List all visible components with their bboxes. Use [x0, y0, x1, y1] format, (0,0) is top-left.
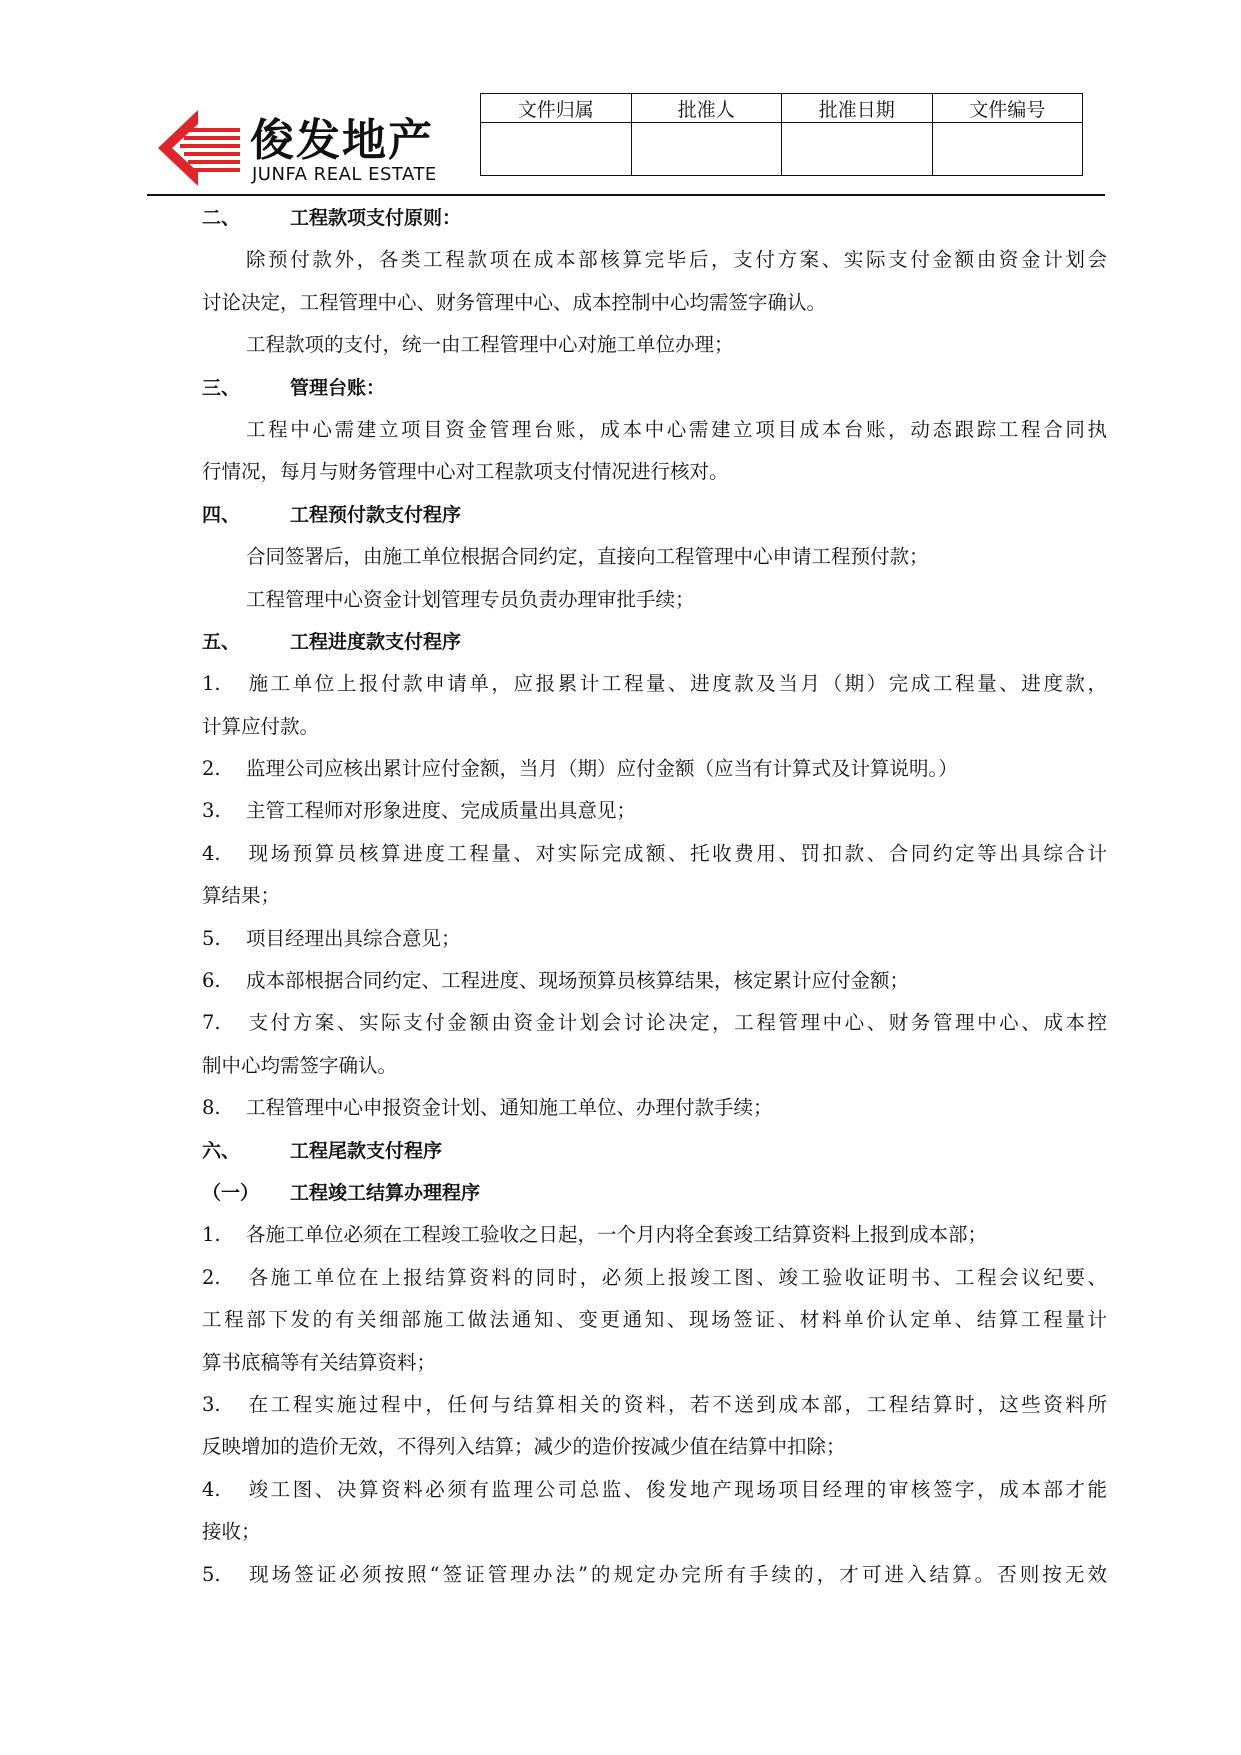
- paragraph-text: 工程部下发的有关细部施工做法通知、变更通知、现场签证、材料单价认定单、结算工程量计: [202, 1308, 1107, 1332]
- paragraph-text: 讨论决定，工程管理中心、财务管理中心、成本控制中心均需签字确认。: [202, 290, 827, 314]
- document-body: [202, 197, 1107, 1596]
- list-item: [202, 790, 1107, 832]
- list-item: [202, 663, 1107, 705]
- paragraph-line: [202, 706, 1107, 748]
- paragraph-line: [202, 875, 1107, 917]
- list-item-number: 2.: [202, 757, 221, 781]
- list-item-text: 工程管理中心申报资金计划、通知施工单位、办理付款手续；: [246, 1096, 773, 1120]
- list-item-number: 7.: [202, 1011, 221, 1035]
- section-title: 管理台账：: [290, 376, 386, 399]
- paragraph-line: [202, 536, 1107, 578]
- list-item-number: 6.: [202, 969, 221, 993]
- paragraph-text: 行情况，每月与财务管理中心对工程款项支付情况进行核对。: [202, 460, 729, 484]
- section-heading: [202, 1130, 1107, 1172]
- paragraph-text: 除预付款外，各类工程款项在成本部核算完毕后，支付方案、实际支付金额由资金计划会: [246, 248, 1107, 272]
- list-item-number: 2.: [202, 1265, 221, 1289]
- logo-emblem-icon: [158, 108, 242, 188]
- logo-english-name: JUNFA REAL ESTATE: [252, 164, 437, 185]
- paragraph-line: [202, 1299, 1107, 1341]
- section-heading: [202, 367, 1107, 409]
- list-item-text: 现场签证必须按照“签证管理办法”的规定办完所有手续的，才可进入结算。否则按无效: [246, 1562, 1107, 1586]
- list-item: [202, 960, 1107, 1002]
- list-item: [202, 833, 1107, 875]
- list-item-text: 项目经理出具综合意见；: [246, 926, 461, 950]
- list-item-number: 1.: [202, 672, 221, 696]
- header-cell-owner: 文件归属: [481, 94, 632, 123]
- value-cell-doc-number: [932, 123, 1083, 176]
- list-item-text: 主管工程师对形象进度、完成质量出具意见；: [246, 799, 637, 823]
- list-item: [202, 1554, 1107, 1596]
- section-heading: [202, 197, 1107, 239]
- paragraph-text: 算结果；: [202, 884, 281, 908]
- paragraph-line: [202, 1426, 1107, 1468]
- paragraph-line: [202, 1342, 1107, 1384]
- list-item-text: 各施工单位在上报结算资料的同时，必须上报竣工图、竣工验收证明书、工程会议纪要、: [246, 1265, 1107, 1289]
- section-title: 工程款项支付原则：: [290, 207, 462, 229]
- paragraph-line: [202, 324, 1107, 366]
- list-item-number: 1.: [202, 1223, 221, 1247]
- paragraph-text: 工程款项的支付，统一由工程管理中心对施工单位办理；: [246, 333, 734, 357]
- paragraph-text: 接收；: [202, 1520, 261, 1544]
- value-cell-approver: [631, 123, 782, 176]
- section-heading: [202, 621, 1107, 663]
- header-cell-approval-date: 批准日期: [782, 94, 933, 123]
- list-item-text: 支付方案、实际支付金额由资金计划会讨论决定，工程管理中心、财务管理中心、成本控: [246, 1011, 1107, 1035]
- section-number: 二、: [202, 207, 241, 229]
- paragraph-line: [202, 1045, 1107, 1087]
- list-item: [202, 1002, 1107, 1044]
- list-item-text: 在工程实施过程中，任何与结算相关的资料，若不送到成本部，工程结算时，这些资料所: [246, 1392, 1107, 1416]
- value-cell-owner: [481, 123, 632, 176]
- list-item-text: 竣工图、决算资料必须有监理公司总监、俊发地产现场项目经理的审核签字，成本部才能: [246, 1477, 1107, 1501]
- section-title: 工程预付款支付程序: [290, 503, 462, 526]
- paragraph-text: 合同签署后，由施工单位根据合同约定，直接向工程管理中心申请工程预付款；: [246, 545, 929, 569]
- paragraph-text: 工程管理中心资金计划管理专员负责办理审批手续；: [246, 587, 695, 611]
- list-item-text: 施工单位上报付款申请单，应报累计工程量、进度款及当月（期）完成工程量、进度款，: [246, 672, 1107, 696]
- section-title: 工程进度款支付程序: [290, 630, 462, 653]
- list-item: [202, 918, 1107, 960]
- list-item: [202, 1087, 1107, 1129]
- section-title: 工程尾款支付程序: [290, 1139, 443, 1162]
- section-number: （一）: [202, 1181, 260, 1204]
- list-item-number: 5.: [202, 1562, 221, 1586]
- value-cell-approval-date: [782, 123, 933, 176]
- logo-chinese-name: 俊发地产: [250, 115, 434, 166]
- list-item-text: 现场预算员核算进度工程量、对实际完成额、托收费用、罚扣款、合同约定等出具综合计: [246, 841, 1107, 865]
- list-item-number: 4.: [202, 1477, 221, 1501]
- list-item-text: 成本部根据合同约定、工程进度、现场预算员核算结果，核定累计应付金额；: [246, 969, 910, 993]
- paragraph-line: [202, 1511, 1107, 1553]
- paragraph-line: [202, 579, 1107, 621]
- section-heading: [202, 1172, 1107, 1214]
- paragraph-text: 算书底稿等有关结算资料；: [202, 1350, 437, 1374]
- paragraph-line: [202, 451, 1107, 493]
- header-divider: [147, 194, 1105, 196]
- paragraph-text: 计算应付款。: [202, 714, 320, 738]
- header-cell-approver: 批准人: [631, 94, 782, 123]
- header-cell-doc-number: 文件编号: [932, 94, 1083, 123]
- paragraph-line: [202, 239, 1107, 281]
- list-item-text: 监理公司应核出累计应付金额，当月（期）应付金额（应当有计算式及计算说明。）: [246, 757, 958, 781]
- list-item: [202, 1384, 1107, 1426]
- paragraph-text: 反映增加的造价无效，不得列入结算；减少的造价按减少值在结算中扣除；: [202, 1435, 846, 1459]
- section-number: 六、: [202, 1139, 241, 1162]
- list-item-number: 8.: [202, 1096, 221, 1120]
- section-number: 四、: [202, 503, 241, 526]
- list-item: [202, 748, 1107, 790]
- list-item-number: 5.: [202, 926, 221, 950]
- list-item-number: 3.: [202, 1392, 221, 1416]
- list-item: [202, 1214, 1107, 1256]
- paragraph-text: 制中心均需签字确认。: [202, 1053, 398, 1077]
- list-item: [202, 1257, 1107, 1299]
- section-number: 三、: [202, 376, 241, 399]
- section-title: 工程竣工结算办理程序: [290, 1181, 481, 1204]
- section-heading: [202, 494, 1107, 536]
- paragraph-line: [202, 409, 1107, 451]
- list-item-number: 3.: [202, 799, 221, 823]
- paragraph-line: [202, 282, 1107, 324]
- document-control-table: [480, 93, 1083, 176]
- list-item-text: 各施工单位必须在工程竣工验收之日起，一个月内将全套竣工结算资料上报到成本部；: [246, 1223, 988, 1247]
- company-logo: [158, 104, 458, 190]
- section-number: 五、: [202, 630, 241, 653]
- paragraph-text: 工程中心需建立项目资金管理台账，成本中心需建立项目成本台账，动态跟踪工程合同执: [246, 417, 1107, 441]
- list-item-number: 4.: [202, 841, 221, 865]
- list-item: [202, 1469, 1107, 1511]
